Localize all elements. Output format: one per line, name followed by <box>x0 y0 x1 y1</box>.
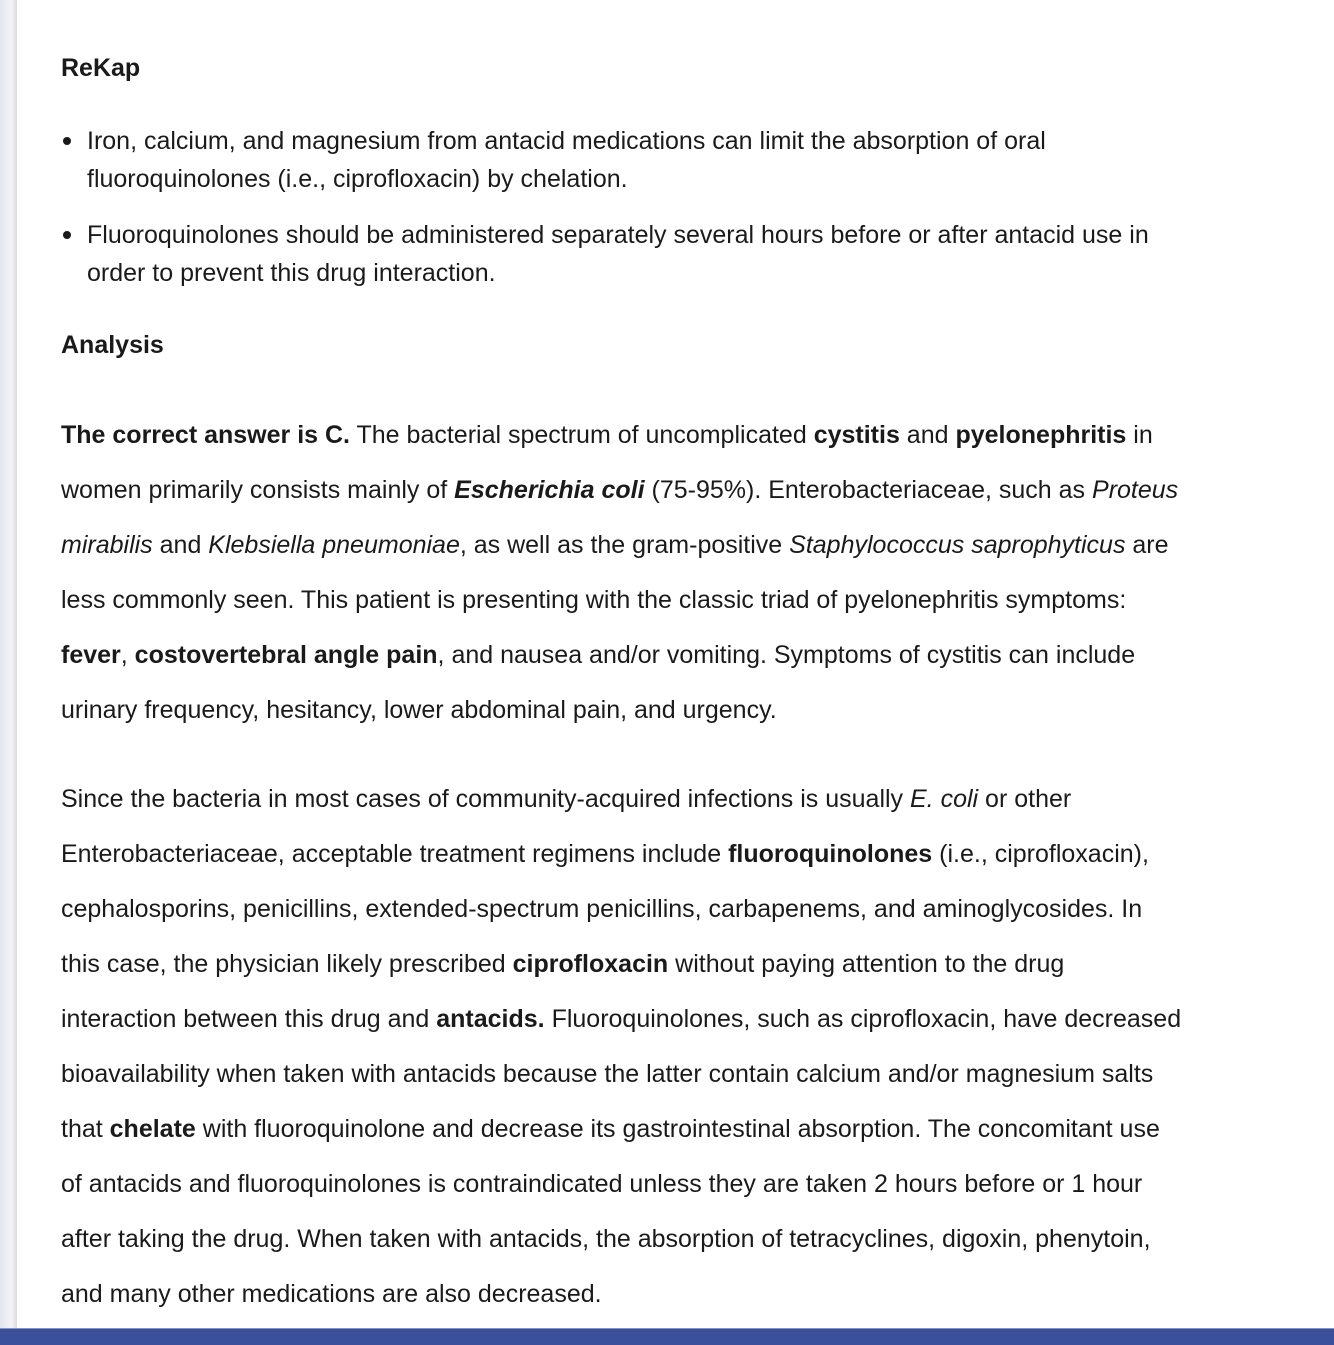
analysis-heading: Analysis <box>61 331 164 359</box>
text-line <box>61 827 1181 882</box>
emphasized-text: Proteus <box>1092 476 1179 504</box>
text-line <box>61 518 1178 573</box>
emphasized-text: chelate <box>109 1115 196 1143</box>
emphasized-text: The correct answer is C. <box>61 421 351 449</box>
text-segment: of antacids and fluoroquinolones is contraindicated unless they are taken 2 hours before or 1 hour <box>61 1170 1143 1198</box>
text-segment: are <box>1125 531 1169 559</box>
text-segment: and <box>152 531 209 559</box>
text-segment: urinary frequency, hesitancy, lower abdominal pain, and urgency. <box>61 696 777 724</box>
text-line <box>61 216 1149 254</box>
emphasized-text: Klebsiella pneumoniae <box>208 531 460 559</box>
text-line <box>61 1157 1181 1212</box>
text-line <box>61 1102 1181 1157</box>
text-segment: this case, the physician likely prescribed <box>61 950 513 978</box>
text-line <box>61 937 1181 992</box>
emphasized-text: Staphylococcus saprophyticus <box>789 531 1126 559</box>
analysis-paragraph-2 <box>61 772 1181 1322</box>
emphasized-text: fever <box>61 641 121 669</box>
text-segment: without paying attention to the drug <box>668 950 1065 978</box>
rekap-heading: ReKap <box>61 54 141 82</box>
text-segment: order to prevent this drug interaction. <box>87 259 496 287</box>
text-segment: Iron, calcium, and magnesium from antacid medications can limit the absorption of oral <box>87 127 1046 155</box>
emphasized-text: cystitis <box>813 421 900 449</box>
text-line <box>61 122 1046 160</box>
emphasized-text: ciprofloxacin <box>512 950 669 978</box>
text-segment: bioavailability when taken with antacids because the latter contain calcium and/or magnesium salts <box>61 1060 1154 1088</box>
text-segment: and <box>899 421 956 449</box>
text-segment: cephalosporins, penicillins, extended-spectrum penicillins, carbapenems, and aminoglycosides. In <box>61 895 1143 923</box>
text-segment: Enterobacteriaceae, acceptable treatment regimens include <box>61 840 729 868</box>
text-segment: , as well as the gram-positive <box>459 531 790 559</box>
emphasized-text: mirabilis <box>61 531 153 559</box>
text-line <box>61 573 1178 628</box>
text-line <box>61 160 1046 198</box>
emphasized-text: fluoroquinolones <box>728 840 933 868</box>
text-line <box>61 1212 1181 1267</box>
text-segment: interaction between this drug and <box>61 1005 437 1033</box>
text-line <box>61 254 1149 292</box>
text-line <box>61 628 1178 683</box>
emphasized-text: pyelonephritis <box>955 421 1127 449</box>
text-segment: (i.e., ciprofloxacin), <box>932 840 1149 868</box>
text-line <box>61 992 1181 1047</box>
text-line <box>61 1267 1181 1322</box>
emphasized-text: costovertebral angle pain <box>134 641 438 669</box>
rekap-bullet-1 <box>61 122 1046 198</box>
text-segment: less commonly seen. This patient is presenting with the classic triad of pyelonephritis symptoms: <box>61 586 1127 614</box>
bullet-dot-icon <box>63 137 71 145</box>
text-segment: , <box>120 641 135 669</box>
text-segment: after taking the drug. When taken with antacids, the absorption of tetracyclines, digoxin, phenytoin, <box>61 1225 1151 1253</box>
text-segment: women primarily consists mainly of <box>61 476 455 504</box>
text-segment: with fluoroquinolone and decrease its gastrointestinal absorption. The concomitant use <box>195 1115 1160 1143</box>
text-line <box>61 463 1178 518</box>
text-line <box>61 882 1181 937</box>
text-segment: fluoroquinolones (i.e., ciprofloxacin) by chelation. <box>87 165 628 193</box>
rekap-bullet-2 <box>61 216 1149 292</box>
emphasized-text: E. coli <box>910 785 979 813</box>
text-segment: Fluoroquinolones should be administered separately several hours before or after antacid use in <box>87 221 1149 249</box>
analysis-paragraph-1 <box>61 408 1178 738</box>
text-segment: The bacterial spectrum of uncomplicated <box>350 421 814 449</box>
taskbar <box>0 1328 1334 1345</box>
text-segment: Since the bacteria in most cases of community-acquired infections is usually <box>61 785 910 813</box>
text-segment: , and nausea and/or vomiting. Symptoms of cystitis can include <box>437 641 1136 669</box>
text-line <box>61 772 1181 827</box>
text-line <box>61 1047 1181 1102</box>
bullet-dot-icon <box>63 231 71 239</box>
text-line <box>61 683 1178 738</box>
text-segment: in <box>1126 421 1153 449</box>
text-segment: Fluoroquinolones, such as ciprofloxacin, have decreased <box>544 1005 1182 1033</box>
text-segment: or other <box>978 785 1072 813</box>
emphasized-text: Escherichia coli <box>454 476 645 504</box>
text-segment: (75-95%). Enterobacteriaceae, such as <box>644 476 1093 504</box>
text-line <box>61 408 1178 463</box>
text-segment: that <box>61 1115 110 1143</box>
emphasized-text: antacids. <box>436 1005 545 1033</box>
text-segment: and many other medications are also decreased. <box>61 1280 602 1308</box>
window-left-edge <box>0 0 17 1328</box>
